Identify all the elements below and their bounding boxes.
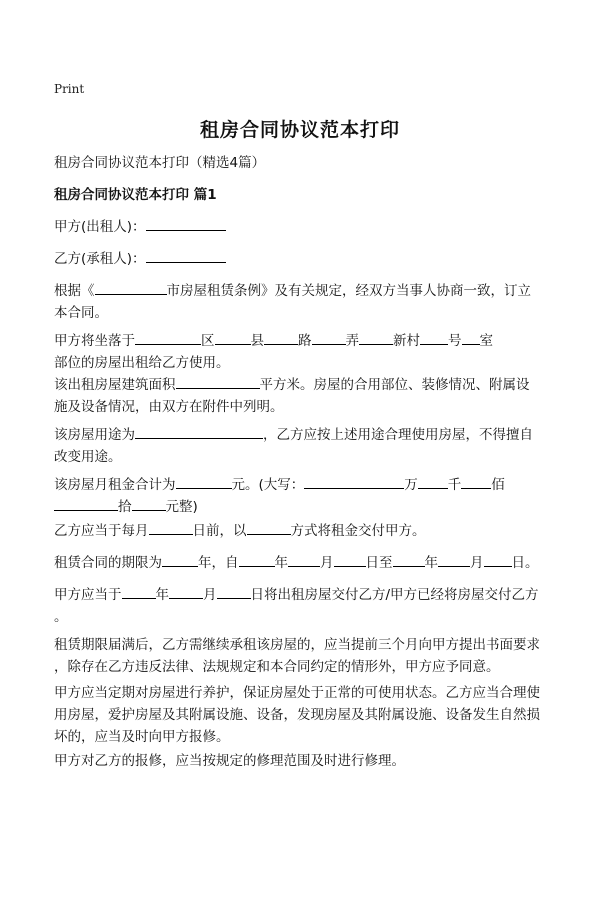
- blank-line: [462, 330, 480, 345]
- blank-line: [247, 520, 291, 535]
- blank-line: [239, 552, 275, 567]
- text: 方式将租金交付甲方。: [290, 523, 426, 539]
- text: 租赁期限届满后，乙方需继续承租该房屋的，应当提前三个月向甲方提出书面要求: [54, 637, 540, 653]
- text: 区: [201, 333, 215, 349]
- text: 元整): [165, 499, 198, 515]
- blank-line: [438, 552, 470, 567]
- blank-line: [176, 374, 260, 389]
- text: 年: [274, 555, 288, 571]
- paragraph-5: [54, 474, 550, 518]
- blank-line: [461, 474, 491, 489]
- text: 日将出租房屋交付乙方/甲方已经将房屋交付乙方: [250, 587, 539, 603]
- text: 改变用途。: [54, 449, 122, 465]
- text: 千: [447, 477, 462, 493]
- blank-line: [132, 496, 166, 511]
- paragraph-3: [54, 374, 550, 418]
- blank-line: [334, 552, 366, 567]
- document-title: 租房合同协议范本打印: [199, 119, 400, 141]
- text: 该房屋月租金合计为: [54, 477, 176, 493]
- text: 甲方应当定期对房屋进行养护，保证房屋处于正常的可使用状态。乙方应当合理使: [54, 685, 540, 701]
- blank-line: [215, 330, 251, 345]
- blank-line: [217, 584, 251, 599]
- blank-line: [135, 330, 201, 345]
- text: 弄: [345, 333, 359, 349]
- text: 甲方将坐落于: [54, 333, 135, 349]
- blank-line: [169, 584, 203, 599]
- text: 部位的房屋出租给乙方使用。: [54, 355, 230, 371]
- blank-line: [288, 552, 320, 567]
- paragraph-4: [54, 424, 550, 468]
- text: ，除存在乙方违反法律、法规规定和本合同约定的情形外，甲方应予同意。: [54, 659, 500, 675]
- text: 坏的，应当及时向甲方报修。: [54, 729, 230, 745]
- text: 本合同。: [54, 305, 108, 321]
- paragraph-11: [54, 750, 550, 772]
- text: 元。(大写：: [231, 477, 305, 493]
- text: 月: [203, 587, 217, 603]
- party-a-label: 甲方(出租人)：: [54, 219, 146, 235]
- paragraph-9: [54, 634, 550, 678]
- blank-line: [484, 552, 512, 567]
- blank-line: [162, 552, 198, 567]
- text: 拾: [118, 499, 132, 515]
- text: 市房屋租赁条例》及有关规定，经双方当事人协商一致，订立: [166, 283, 531, 299]
- text: 号: [448, 333, 462, 349]
- text: 根据《: [54, 283, 95, 299]
- blank-line: [54, 496, 118, 511]
- text: 。: [54, 609, 68, 625]
- blank-line: [420, 330, 448, 345]
- text: 甲方对乙方的报修，应当按规定的修理范围及时进行修理。: [54, 753, 405, 769]
- text: 日至: [365, 555, 393, 571]
- text: 该出租房屋建筑面积: [54, 377, 176, 393]
- paragraph-2: [54, 330, 550, 374]
- text: 县: [250, 333, 264, 349]
- party-a-line: [54, 216, 550, 238]
- paragraph-7: [54, 552, 550, 574]
- text: 该房屋用途为: [54, 427, 135, 443]
- text: 佰: [491, 477, 505, 493]
- blank-line: [176, 474, 232, 489]
- blank-line: [149, 520, 193, 535]
- blank-line: [304, 474, 404, 489]
- blank-line: [264, 330, 298, 345]
- text: 甲方应当于: [54, 587, 122, 603]
- text: 租赁合同的期限为: [54, 555, 162, 571]
- text: 室: [479, 333, 493, 349]
- paragraph-1: [54, 280, 550, 324]
- paragraph-6: [54, 520, 550, 542]
- text: 路: [298, 333, 312, 349]
- blank-line: [122, 584, 156, 599]
- blank-line: [393, 552, 425, 567]
- text: 月: [470, 555, 484, 571]
- section-heading: 租房合同协议范本打印 篇1: [54, 187, 217, 203]
- document-subtitle: 租房合同协议范本打印（精选4篇）: [54, 155, 266, 171]
- blank-line: [146, 216, 226, 231]
- paragraph-8: [54, 584, 550, 628]
- text: 用房屋，爱护房屋及其附属设施、设备，发现房屋及其附属设施、设备发生自然损: [54, 707, 540, 723]
- text: 乙方应当于每月: [54, 523, 149, 539]
- text: 年，自: [198, 555, 239, 571]
- text: 万: [404, 477, 418, 493]
- paragraph-10: [54, 682, 550, 748]
- text: 年: [155, 587, 169, 603]
- text: 新村: [393, 333, 420, 349]
- text: 月: [320, 555, 334, 571]
- text: 日。: [511, 555, 539, 571]
- blank-line: [146, 248, 226, 263]
- blank-line: [135, 424, 263, 439]
- text: 年: [424, 555, 438, 571]
- text: 平方米。房屋的合用部位、装修情况、附属设: [259, 377, 530, 393]
- blank-line: [359, 330, 393, 345]
- party-b-line: [54, 248, 550, 270]
- print-label: Print: [54, 82, 85, 96]
- text: ，乙方应按上述用途合理使用房屋，不得擅自: [263, 427, 533, 443]
- party-b-label: 乙方(承租人)：: [54, 251, 146, 267]
- blank-line: [418, 474, 448, 489]
- text: 施及设备情况，由双方在附件中列明。: [54, 399, 284, 415]
- blank-line: [95, 280, 167, 295]
- blank-line: [312, 330, 346, 345]
- text: 日前，以: [192, 523, 247, 539]
